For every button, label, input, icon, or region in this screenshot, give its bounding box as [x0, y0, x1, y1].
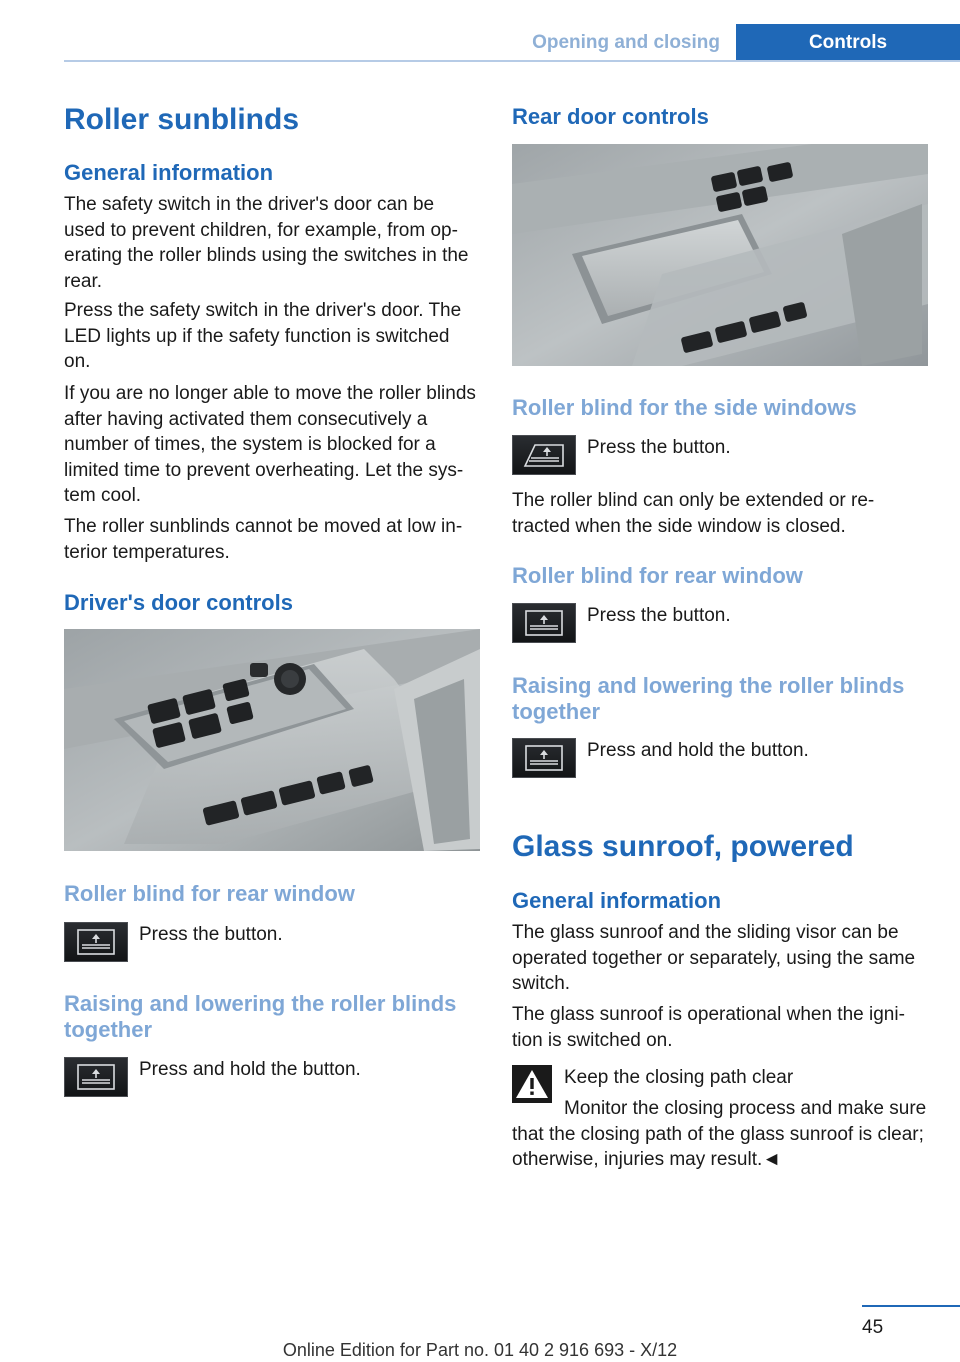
- side-roller-blind-icon: [512, 435, 576, 475]
- rear-roller-blind-icon: [64, 922, 128, 962]
- raise-lower-button-row-right: [512, 738, 928, 778]
- sunroof-para-2: The glass sunroof is operational when the igni‐tion is switched on.: [512, 1004, 905, 1051]
- raise-lower-heading-left: Raising and lowering the roller blinds together: [64, 991, 457, 1042]
- raise-lower-instruction-left: Press and hold the button.: [139, 1059, 361, 1080]
- rear-roller-blind-icon: [512, 603, 576, 643]
- rear-window-button-row-left: [64, 922, 480, 962]
- rear-roller-blind-icon: [64, 1057, 128, 1097]
- general-para-4: The roller sunblinds cannot be moved at low in‐terior temperatures.: [64, 516, 463, 563]
- rear-window-instruction-left: Press the button.: [139, 924, 283, 945]
- header-rule: [64, 60, 960, 62]
- side-window-para: The roller blind can only be extended or re‐tracted when the side window is closed.: [512, 490, 875, 537]
- drivers-door-photo: [64, 629, 480, 851]
- side-window-instruction: Press the button.: [587, 437, 731, 458]
- general-para-3: If you are no longer able to move the roller blinds after having activated them consecutively a number of times, the system is blocked for a limited time to prevent overheating. Let the sys‐tem cool.: [64, 383, 476, 506]
- chapter-tab[interactable]: Controls: [736, 24, 960, 61]
- header-tabs: [516, 24, 960, 61]
- rear-door-heading: Rear door controls: [512, 104, 709, 129]
- glass-sunroof-title: Glass sunroof, powered: [512, 830, 854, 863]
- sunroof-para-1: The glass sunroof and the sliding visor can be operated together or separately, using the same switch.: [512, 922, 916, 994]
- rear-window-instruction-right: Press the button.: [587, 605, 731, 626]
- roller-sunblinds-title: Roller sunblinds: [64, 103, 300, 136]
- general-para-1: The safety switch in the driver's door can be used to prevent children, for example, from op‐erating the roller blinds using the switches in the rear.: [64, 194, 469, 292]
- rear-roller-blind-icon: [512, 738, 576, 778]
- raise-lower-button-row-left: [64, 1057, 480, 1097]
- section-tab[interactable]: Opening and closing: [516, 24, 736, 61]
- side-window-button-row: [512, 435, 928, 475]
- raise-lower-instruction-right: Press and hold the button.: [587, 740, 809, 761]
- warning-block: [512, 1065, 928, 1185]
- warning-text: Monitor the closing process and make sure that the closing path of the glass sunroof is clear; otherwise, injuries may result.◄: [512, 1098, 927, 1170]
- rear-window-heading-left: Roller blind for rear window: [64, 881, 355, 906]
- drivers-door-heading: Driver's door controls: [64, 590, 293, 615]
- general-info-heading: General information: [64, 160, 274, 185]
- side-windows-heading: Roller blind for the side windows: [512, 395, 857, 420]
- general-para-2: Press the safety switch in the driver's door. The LED lights up if the safety function is switched on.: [64, 300, 462, 372]
- warning-title: Keep the closing path clear: [564, 1067, 794, 1088]
- raise-lower-heading-right: Raising and lowering the roller blinds together: [512, 673, 905, 724]
- sunroof-general-heading: General information: [512, 888, 722, 913]
- edition-footer: Online Edition for Part no. 01 40 2 916 693 - X/12: [282, 1340, 678, 1360]
- rear-window-heading-right: Roller blind for rear window: [512, 563, 803, 588]
- rear-window-button-row-right: [512, 603, 928, 643]
- page-number: 45: [862, 1317, 884, 1338]
- rear-door-photo: [512, 144, 928, 366]
- footer-rule: [862, 1305, 960, 1307]
